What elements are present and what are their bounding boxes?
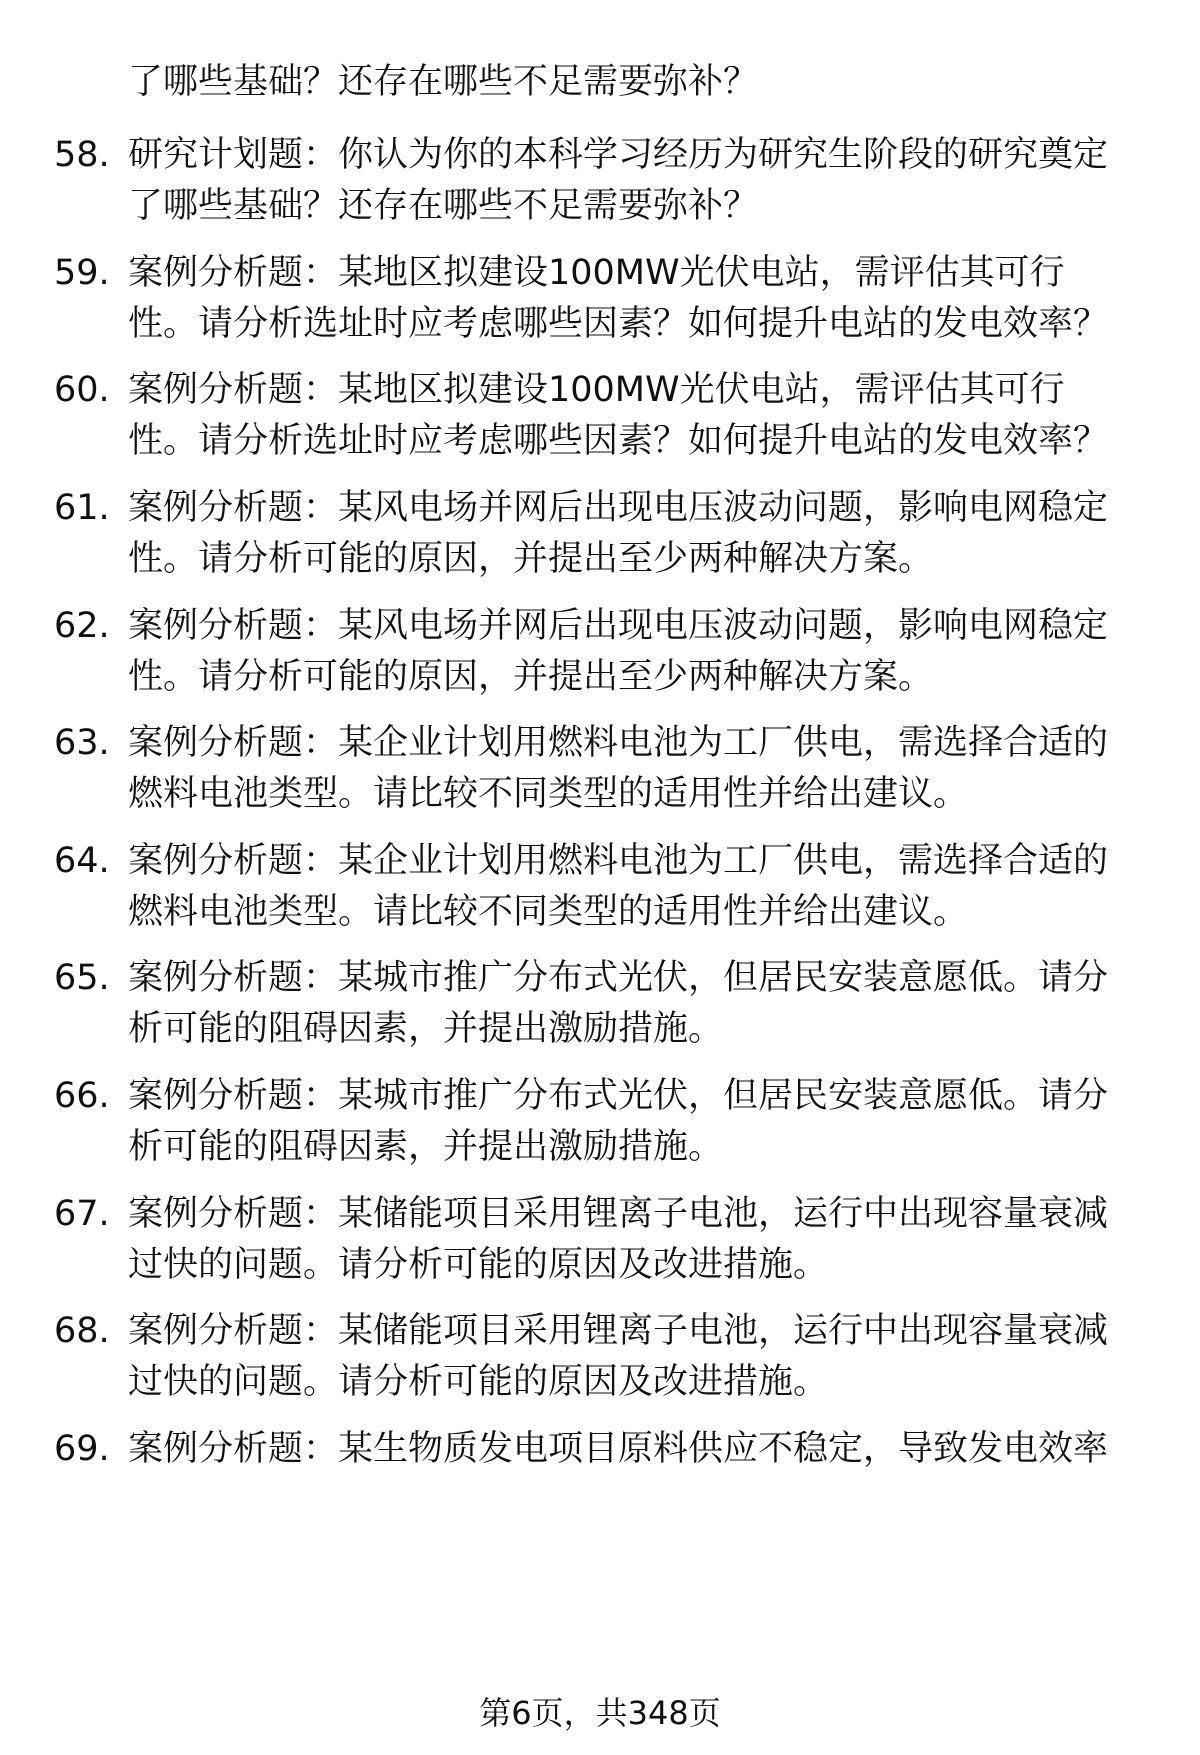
- question-text: [128, 954, 1148, 1053]
- page-footer: 第6页，共348页: [479, 1694, 721, 1732]
- question-number: 63.: [54, 723, 110, 763]
- question-number: 64.: [54, 841, 110, 881]
- question-number: 68.: [54, 1311, 110, 1351]
- continuation-text: 了哪些基础？还存在哪些不足需要弥补？: [128, 62, 759, 102]
- question-line: 析可能的阻碍因素，并提出激励措施。: [128, 1009, 724, 1049]
- question-text: [128, 131, 1148, 230]
- question-line: 案例分析题：某企业计划用燃料电池为工厂供电，需选择合适的: [128, 723, 1109, 763]
- question-line: 过快的问题。请分析可能的原因及改进措施。: [128, 1362, 829, 1402]
- question-text: [128, 1190, 1148, 1289]
- question-line: 案例分析题：某企业计划用燃料电池为工厂供电，需选择合适的: [128, 841, 1109, 881]
- question-text: [128, 602, 1148, 701]
- question-number: 69.: [54, 1429, 110, 1469]
- question-number: 62.: [54, 606, 110, 646]
- question-line: 案例分析题：某储能项目采用锂离子电池，运行中出现容量衰减: [128, 1194, 1109, 1234]
- question-line: 性。请分析选址时应考虑哪些因素？如何提升电站的发电效率？: [128, 421, 1109, 461]
- question-number: 65.: [54, 958, 110, 998]
- question-line: 性。请分析可能的原因，并提出至少两种解决方案。: [128, 539, 934, 579]
- question-line: 研究计划题：你认为你的本科学习经历为研究生阶段的研究奠定: [128, 135, 1109, 175]
- question-number: 61.: [54, 488, 110, 528]
- question-line: 案例分析题：某城市推广分布式光伏，但居民安装意愿低。请分: [128, 958, 1109, 998]
- question-line: 案例分析题：某城市推广分布式光伏，但居民安装意愿低。请分: [128, 1076, 1109, 1116]
- question-text: [128, 249, 1148, 348]
- question-line: 案例分析题：某储能项目采用锂离子电池，运行中出现容量衰减: [128, 1311, 1109, 1351]
- question-number: 58.: [54, 135, 110, 175]
- question-line: 案例分析题：某风电场并网后出现电压波动问题，影响电网稳定: [128, 606, 1109, 646]
- question-text: [128, 837, 1148, 936]
- question-text: [128, 1307, 1148, 1406]
- question-text: [128, 484, 1148, 583]
- question-line: 析可能的阻碍因素，并提出激励措施。: [128, 1127, 724, 1167]
- question-line: 燃料电池类型。请比较不同类型的适用性并给出建议。: [128, 774, 969, 814]
- question-line: 案例分析题：某地区拟建设100MW光伏电站，需评估其可行: [128, 253, 1065, 293]
- question-text: [128, 1072, 1148, 1171]
- question-line: 燃料电池类型。请比较不同类型的适用性并给出建议。: [128, 892, 969, 932]
- question-text: [128, 366, 1148, 465]
- question-line: 案例分析题：某生物质发电项目原料供应不稳定，导致发电效率: [128, 1429, 1109, 1469]
- question-line: 案例分析题：某地区拟建设100MW光伏电站，需评估其可行: [128, 370, 1065, 410]
- question-text: [128, 719, 1148, 818]
- question-line: 性。请分析可能的原因，并提出至少两种解决方案。: [128, 657, 934, 697]
- question-text: [128, 1425, 1148, 1473]
- question-number: 67.: [54, 1194, 110, 1234]
- question-line: 了哪些基础？还存在哪些不足需要弥补？: [128, 186, 759, 226]
- question-line: 性。请分析选址时应考虑哪些因素？如何提升电站的发电效率？: [128, 304, 1109, 344]
- question-line: 过快的问题。请分析可能的原因及改进措施。: [128, 1245, 829, 1285]
- question-number: 60.: [54, 370, 110, 410]
- question-number: 59.: [54, 253, 110, 293]
- question-line: 案例分析题：某风电场并网后出现电压波动问题，影响电网稳定: [128, 488, 1109, 528]
- question-number: 66.: [54, 1076, 110, 1116]
